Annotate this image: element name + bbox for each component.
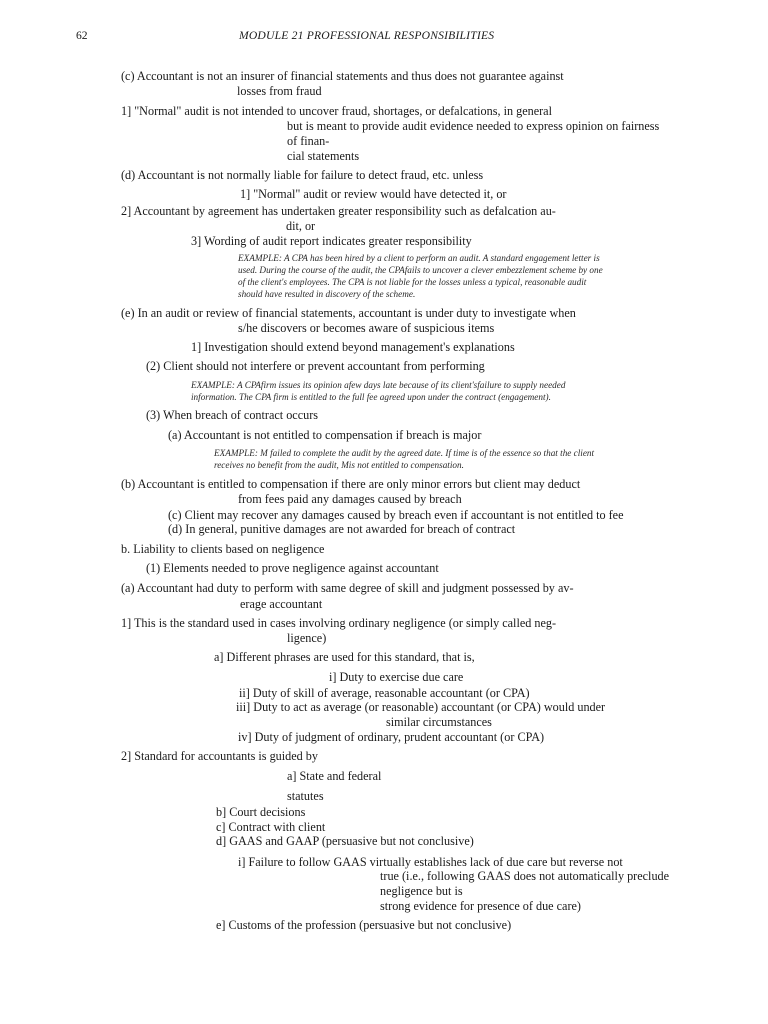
- text-line: negligence but is: [380, 884, 463, 898]
- text-line: (2) Client should not interfere or prevent accountant from performing: [146, 359, 485, 373]
- text-line: (b) Accountant is entitled to compensation if there are only minor errors but client may deduct: [121, 477, 581, 491]
- example-line: of the client's employees. The CPA is not liable for the losses unless a typical, reasonable audit: [238, 277, 587, 287]
- text-line: 3] Wording of audit report indicates greater responsibility: [191, 234, 472, 248]
- text-line: e] Customs of the profession (persuasive but not conclusive): [216, 918, 512, 932]
- example-line: used. During the course of the audit, the CPAfails to uncover a clever embezzlement scheme by one: [238, 265, 603, 275]
- page-number: 62: [76, 29, 88, 42]
- text-line: 1] "Normal" audit or review would have detected it, or: [240, 187, 507, 201]
- text-line: 1] This is the standard used in cases involving ordinary negligence (or simply called neg-: [121, 616, 557, 630]
- text-line: s/he discovers or becomes aware of suspicious items: [238, 321, 495, 335]
- text-line: a] State and federal: [287, 769, 382, 783]
- text-line: of finan-: [287, 134, 330, 148]
- text-line: (d) In general, punitive damages are not awarded for breach of contract: [168, 522, 516, 536]
- text-line: (a) Accountant had duty to perform with same degree of skill and judgment possessed by av-: [121, 581, 574, 595]
- text-line: losses from fraud: [237, 84, 322, 98]
- text-line: strong evidence for presence of due care): [380, 899, 581, 913]
- text-line: but is meant to provide audit evidence needed to express opinion on fairness: [287, 119, 660, 133]
- text-line: cial statements: [287, 149, 360, 163]
- text-line: b] Court decisions: [216, 805, 306, 819]
- text-line: ligence): [287, 631, 327, 645]
- text-line: 2] Standard for accountants is guided by: [121, 749, 318, 763]
- text-line: iii] Duty to act as average (or reasonable) accountant (or CPA) would under: [236, 700, 606, 714]
- text-line: (c) Client may recover any damages caused by breach even if accountant is not entitled to fee: [168, 508, 624, 522]
- text-line: (3) When breach of contract occurs: [146, 408, 319, 422]
- text-line: 1] Investigation should extend beyond management's explanations: [191, 340, 515, 354]
- text-line: a] Different phrases are used for this standard, that is,: [214, 650, 475, 664]
- text-line: similar circumstances: [386, 715, 492, 729]
- text-line: from fees paid any damages caused by breach: [238, 492, 462, 506]
- text-line: b. Liability to clients based on negligence: [121, 542, 325, 556]
- example-line: EXAMPLE: A CPA has been hired by a client to perform an audit. A standard engagement letter is: [238, 253, 600, 263]
- text-line: (c) Accountant is not an insurer of financial statements and thus does not guarantee against: [121, 69, 564, 83]
- text-line: statutes: [287, 789, 324, 803]
- example-line: receives no benefit from the audit, Mis not entitled to compensation.: [214, 460, 464, 470]
- running-header: MODULE 21 PROFESSIONAL RESPONSIBILITIES: [239, 29, 495, 42]
- text-line: 2] Accountant by agreement has undertaken greater responsibility such as defalcation au-: [121, 204, 556, 218]
- text-line: c] Contract with client: [216, 820, 326, 834]
- example-line: EXAMPLE: M failed to complete the audit by the agreed date. If time is of the essence so that the client: [214, 448, 595, 458]
- text-line: (d) Accountant is not normally liable for failure to detect fraud, etc. unless: [121, 168, 484, 182]
- text-line: (a) Accountant is not entitled to compensation if breach is major: [168, 428, 482, 442]
- text-line: 1] "Normal" audit is not intended to uncover fraud, shortages, or defalcations, in general: [121, 104, 552, 118]
- text-line: dit, or: [286, 219, 316, 233]
- example-line: should have resulted in discovery of the scheme.: [238, 289, 416, 299]
- text-line: (e) In an audit or review of financial statements, accountant is under duty to investigate when: [121, 306, 576, 320]
- example-line: information. The CPA firm is entitled to the full fee agreed upon under the contract (engagement).: [191, 392, 551, 402]
- example-line: EXAMPLE: A CPAfirm issues its opinion afew days late because of its client'sfailure to supply needed: [191, 380, 566, 390]
- text-line: i] Duty to exercise due care: [329, 670, 464, 684]
- text-line: (1) Elements needed to prove negligence against accountant: [146, 561, 439, 575]
- text-line: d] GAAS and GAAP (persuasive but not conclusive): [216, 834, 474, 848]
- text-line: true (i.e., following GAAS does not automatically preclude: [380, 869, 670, 883]
- text-line: iv] Duty of judgment of ordinary, prudent accountant (or CPA): [238, 730, 545, 744]
- text-line: erage accountant: [240, 597, 323, 611]
- text-line: i] Failure to follow GAAS virtually establishes lack of due care but reverse not: [238, 855, 623, 869]
- text-line: ii] Duty of skill of average, reasonable accountant (or CPA): [239, 686, 530, 700]
